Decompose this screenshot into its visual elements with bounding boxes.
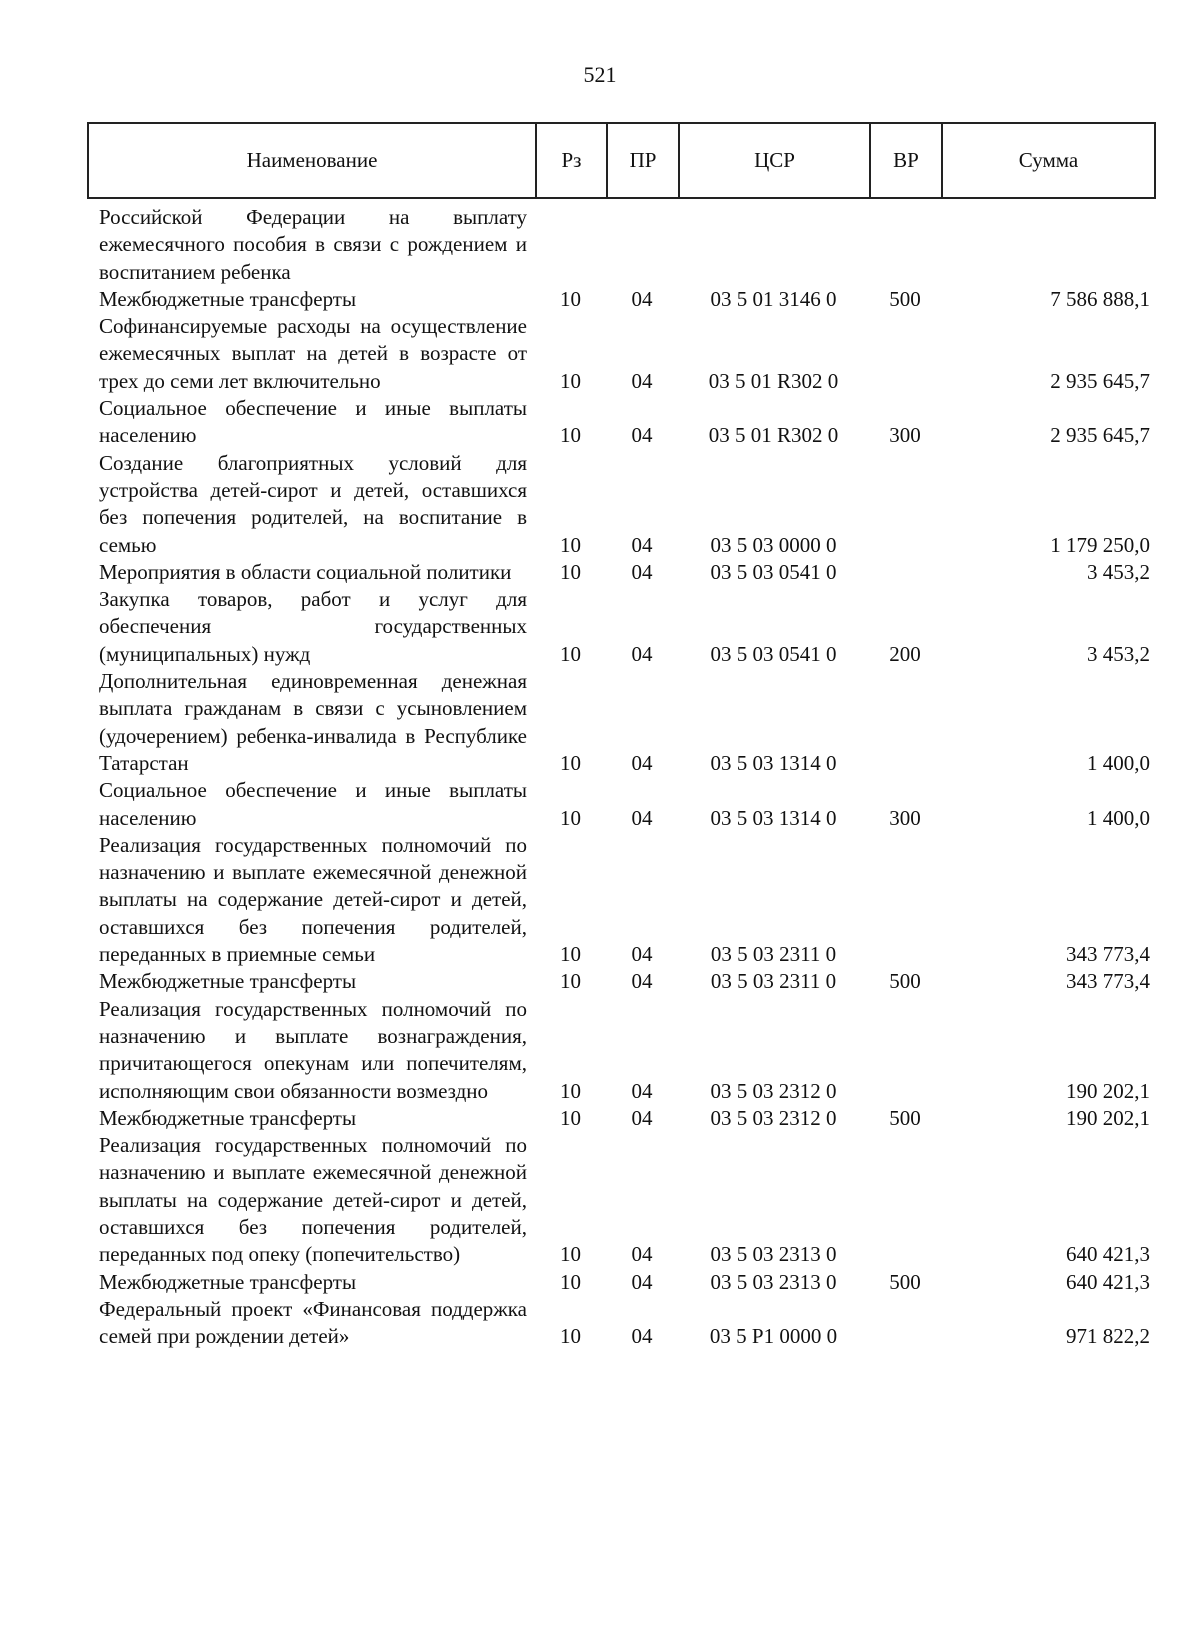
table-row	[87, 1296, 1156, 1351]
row-pr: 04	[631, 1105, 653, 1130]
row-sum: 1 400,0	[1087, 750, 1150, 775]
row-pr: 04	[631, 1078, 653, 1103]
row-pr: 04	[631, 1269, 653, 1294]
row-sum: 2 935 645,7	[1050, 423, 1150, 448]
table-row	[87, 395, 1156, 450]
header-vr: ВР	[871, 124, 943, 197]
row-pr: 04	[631, 1324, 653, 1349]
row-sum: 1 400,0	[1087, 805, 1150, 830]
row-sum: 343 773,4	[1066, 969, 1150, 994]
row-rz: 10	[560, 942, 581, 967]
row-csr: 03 5 01 3146 0	[710, 286, 837, 311]
row-rz: 10	[560, 423, 581, 448]
row-name: Межбюджетные трансферты	[99, 1105, 357, 1130]
row-rz: 10	[560, 532, 581, 557]
row-sum: 7 586 888,1	[1050, 286, 1150, 311]
row-rz: 10	[560, 1269, 581, 1294]
row-csr: 03 5 P1 0000 0	[709, 1324, 838, 1349]
row-name: Закупка товаров, работ и услуг для обеспечения государственных (муниципальных) нужд	[99, 587, 527, 666]
row-vr: 300	[889, 423, 921, 448]
header-sum: Сумма	[1018, 148, 1079, 172]
row-name: Межбюджетные трансферты	[99, 286, 357, 311]
row-name: Федеральный проект «Финансовая поддержка семей при рождении детей»	[99, 1296, 527, 1349]
row-vr: 200	[889, 641, 921, 666]
row-name: Создание благоприятных условий для устройства детей-сирот и детей, оставшихся без попечения родителей, на воспитание в семью	[99, 450, 527, 557]
row-csr: 03 5 03 0000 0	[710, 532, 837, 557]
row-pr: 04	[631, 423, 653, 448]
table-row	[87, 1105, 1156, 1132]
row-vr: 500	[889, 286, 921, 311]
table-row	[87, 968, 1156, 995]
row-rz: 10	[560, 559, 581, 584]
row-csr: 03 5 03 1314 0	[710, 805, 837, 830]
row-name: Социальное обеспечение и иные выплаты населению	[99, 396, 527, 448]
row-sum: 190 202,1	[1066, 1105, 1150, 1130]
row-pr: 04	[631, 641, 653, 666]
row-rz: 10	[560, 1324, 581, 1349]
row-sum: 640 421,3	[1066, 1269, 1150, 1294]
row-rz: 10	[560, 368, 581, 393]
table-row	[87, 832, 1156, 968]
row-vr: 300	[889, 805, 921, 830]
row-csr: 03 5 03 2313 0	[710, 1269, 837, 1294]
row-vr: 500	[889, 1105, 921, 1130]
table-row	[87, 313, 1156, 395]
row-name: Софинансируемые расходы на осуществление ежемесячных выплат на детей в возрасте от трех до семи лет включительно	[99, 314, 527, 393]
header-csr: ЦСР	[680, 124, 871, 197]
table-row	[87, 1269, 1156, 1296]
row-rz: 10	[560, 1242, 581, 1267]
table-row	[87, 586, 1156, 668]
row-name: Реализация государственных полномочий по назначению и выплате вознаграждения, причитающегося опекунам или попечителям, исполняющим свои обязанности возмездно	[99, 996, 527, 1103]
row-name: Реализация государственных полномочий по назначению и выплате ежемесячной денежной выплаты на содержание детей-сирот и детей, оставшихся без попечения родителей, переданных под опеку (попечительство)	[99, 1133, 527, 1267]
row-pr: 04	[631, 750, 653, 775]
table-row	[87, 286, 1156, 313]
row-sum: 190 202,1	[1066, 1078, 1150, 1103]
row-csr: 03 5 03 1314 0	[710, 750, 837, 775]
row-sum: 2 935 645,7	[1050, 368, 1150, 393]
row-vr: 500	[889, 969, 921, 994]
table-row	[87, 559, 1156, 586]
row-csr: 03 5 03 2311 0	[710, 969, 837, 994]
row-sum: 343 773,4	[1066, 942, 1150, 967]
row-csr: 03 5 03 2311 0	[710, 942, 837, 967]
row-name: Межбюджетные трансферты	[99, 969, 357, 994]
table-row	[87, 777, 1156, 832]
header-rz: Рз	[537, 124, 608, 197]
table-body	[87, 204, 1156, 1350]
row-csr: 03 5 03 0541 0	[710, 559, 837, 584]
row-csr: 03 5 03 0541 0	[710, 641, 837, 666]
row-name: Российской Федерации на выплату ежемесячного пособия в связи с рождением и воспитанием ребенка	[99, 205, 527, 284]
row-rz: 10	[560, 641, 581, 666]
header-pr: ПР	[608, 124, 680, 197]
row-rz: 10	[560, 750, 581, 775]
row-name: Реализация государственных полномочий по назначению и выплате ежемесячной денежной выплаты на содержание детей-сирот и детей, оставшихся без попечения родителей, переданных в приемные семьи	[99, 832, 527, 967]
row-sum: 3 453,2	[1087, 559, 1150, 584]
row-csr: 03 5 03 2312 0	[710, 1078, 837, 1103]
row-sum: 1 179 250,0	[1050, 532, 1150, 557]
row-pr: 04	[631, 942, 653, 967]
row-pr: 04	[631, 532, 653, 557]
row-name: Социальное обеспечение и иные выплаты населению	[99, 778, 527, 830]
row-pr: 04	[631, 805, 653, 830]
table-row	[87, 668, 1156, 777]
row-pr: 04	[631, 368, 653, 393]
table-row	[87, 450, 1156, 559]
row-pr: 04	[631, 559, 653, 584]
table-row	[87, 996, 1156, 1105]
row-rz: 10	[560, 1105, 581, 1130]
table-row	[87, 204, 1156, 286]
row-name: Межбюджетные трансферты	[99, 1269, 357, 1294]
row-csr: 03 5 01 R302 0	[708, 368, 839, 393]
row-name: Мероприятия в области социальной политики	[99, 559, 512, 584]
row-rz: 10	[560, 1078, 581, 1103]
row-name: Дополнительная единовременная денежная выплата гражданам в связи с усыновлением (удочерением) ребенка-инвалида в Республике Татарстан	[99, 669, 527, 775]
row-rz: 10	[560, 969, 581, 994]
row-sum: 3 453,2	[1087, 641, 1150, 666]
row-pr: 04	[631, 1242, 653, 1267]
row-vr: 500	[889, 1269, 921, 1294]
row-csr: 03 5 03 2313 0	[710, 1242, 837, 1267]
row-pr: 04	[631, 286, 653, 311]
row-csr: 03 5 03 2312 0	[710, 1105, 837, 1130]
row-rz: 10	[560, 286, 581, 311]
row-sum: 640 421,3	[1066, 1242, 1150, 1267]
page-number: 521	[583, 62, 617, 87]
header-name: Наименование	[89, 124, 537, 197]
table-row	[87, 1132, 1156, 1268]
row-pr: 04	[631, 969, 653, 994]
row-rz: 10	[560, 805, 581, 830]
table-header	[87, 122, 1156, 199]
row-sum: 971 822,2	[1066, 1324, 1150, 1349]
row-csr: 03 5 01 R302 0	[708, 423, 839, 448]
